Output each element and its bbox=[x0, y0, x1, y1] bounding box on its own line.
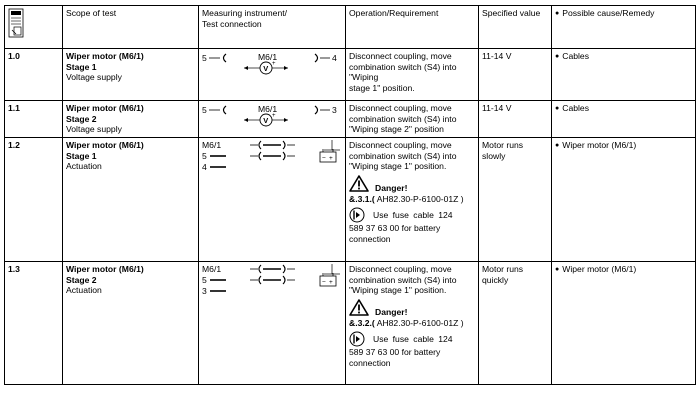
header-scope-label: Scope of test bbox=[66, 8, 117, 18]
pin-right-label: 4 bbox=[332, 53, 337, 63]
pin-left-label: 5 bbox=[202, 53, 207, 63]
op-line: "Wiping stage 1" position. bbox=[349, 161, 447, 172]
cause-cell bbox=[552, 262, 696, 385]
op-line: Disconnect coupling, move bbox=[349, 51, 452, 61]
cause-text: ● Cables bbox=[555, 103, 589, 113]
fuse-note bbox=[349, 331, 475, 347]
op-line: 589 37 63 00 for battery bbox=[349, 222, 441, 233]
connection-cell bbox=[199, 138, 346, 262]
reference-code: AH82.30-P-6100-01Z ) bbox=[374, 194, 464, 205]
pin-left-label: 5 bbox=[202, 105, 207, 115]
danger-label: Danger! bbox=[375, 182, 408, 193]
scope-cell bbox=[63, 49, 199, 101]
scope-cell bbox=[63, 101, 199, 138]
header-cause-label: ● Possible cause/Remedy bbox=[555, 8, 654, 18]
document-reference[interactable] bbox=[349, 194, 475, 205]
battery-minus: − bbox=[322, 155, 326, 162]
battery-icon bbox=[320, 140, 340, 162]
op-line: "Wiping stage 1" position. bbox=[349, 285, 447, 296]
meter-label: M6/1 bbox=[258, 52, 278, 62]
cause-text: ● Wiper motor (M6/1) bbox=[555, 140, 636, 150]
voltmeter-symbol: V bbox=[263, 64, 269, 73]
header-instrument-line1: Measuring instrument/ bbox=[202, 8, 288, 18]
scope-sub: Voltage supply bbox=[66, 72, 122, 83]
header-icon-cell bbox=[5, 6, 63, 49]
scope-stage: Stage 2 bbox=[66, 274, 97, 285]
op-line: stage 1" position. bbox=[349, 82, 415, 93]
fuse-tool-icon bbox=[349, 207, 365, 223]
specified-cell bbox=[479, 138, 552, 262]
table-row bbox=[5, 138, 696, 262]
scope-sub: Actuation bbox=[66, 285, 102, 296]
op-line: connection bbox=[349, 357, 391, 368]
scope-sub: Voltage supply bbox=[66, 124, 122, 135]
header-operation-label: Operation/Requirement bbox=[349, 8, 439, 18]
danger-label: Danger! bbox=[375, 306, 408, 317]
spec-line: Motor runs bbox=[482, 264, 524, 274]
meter-label: M6/1 bbox=[258, 104, 278, 114]
pin-a-label: 5 bbox=[202, 151, 207, 161]
fuse-text: Use fuse cable 124 bbox=[373, 333, 453, 344]
op-line: 589 37 63 00 for battery bbox=[349, 346, 441, 357]
header-scope bbox=[63, 6, 199, 49]
voltmeter-connection-diagram bbox=[202, 51, 342, 79]
battery-plus: + bbox=[329, 279, 333, 286]
op-line: combination switch (S4) into bbox=[349, 150, 457, 161]
voltmeter-connection-diagram bbox=[202, 103, 342, 131]
scope-title: Wiper motor (M6/1) bbox=[66, 264, 144, 274]
scope-sub: Actuation bbox=[66, 161, 102, 172]
pin-right-label: 3 bbox=[332, 105, 337, 115]
op-line: Disconnect coupling, move bbox=[349, 140, 452, 150]
fuse-note bbox=[349, 207, 475, 223]
row-id: 1.2 bbox=[5, 138, 63, 262]
scope-cell bbox=[63, 138, 199, 262]
connection-cell bbox=[199, 101, 346, 138]
test-table bbox=[4, 5, 696, 385]
connection-cell bbox=[199, 49, 346, 101]
row-id: 1.1 bbox=[5, 101, 63, 138]
voltmeter-symbol: V bbox=[263, 116, 269, 125]
reference-code: AH82.30-P-6100-01Z ) bbox=[374, 318, 464, 329]
cause-text: ● Cables bbox=[555, 51, 589, 61]
battery-connection-diagram bbox=[202, 264, 342, 300]
table-row bbox=[5, 101, 696, 138]
scope-title: Wiper motor (M6/1) bbox=[66, 51, 144, 61]
operation-cell bbox=[346, 101, 479, 138]
reference-section: &.3.1.( bbox=[349, 194, 375, 205]
voltmeter-plus: + bbox=[272, 113, 276, 119]
fuse-text: Use fuse cable 124 bbox=[373, 209, 453, 220]
warning-triangle-icon bbox=[349, 175, 369, 192]
op-line: "Wiping stage 2" position bbox=[349, 124, 444, 135]
op-line: Disconnect coupling, move bbox=[349, 103, 452, 113]
table-row bbox=[5, 49, 696, 101]
connection-cell bbox=[199, 262, 346, 385]
table-row bbox=[5, 262, 696, 385]
cause-text: ● Wiper motor (M6/1) bbox=[555, 264, 636, 274]
op-line: combination switch (S4) into bbox=[349, 274, 457, 285]
cause-cell bbox=[552, 138, 696, 262]
op-line: combination switch (S4) into bbox=[349, 113, 457, 124]
spec-line: quickly bbox=[482, 274, 509, 285]
scope-title: Wiper motor (M6/1) bbox=[66, 140, 144, 150]
voltmeter-plus: + bbox=[272, 61, 276, 67]
scope-stage: Stage 1 bbox=[66, 150, 97, 161]
specified-cell: 11-14 V bbox=[479, 101, 552, 138]
operation-cell bbox=[346, 262, 479, 385]
spec-line: slowly bbox=[482, 150, 506, 161]
cause-cell bbox=[552, 49, 696, 101]
pin-a-label: 5 bbox=[202, 275, 207, 285]
op-line: "Wiping bbox=[349, 72, 379, 83]
battery-minus: − bbox=[322, 279, 326, 286]
op-line: connection bbox=[349, 233, 391, 244]
document-reference[interactable] bbox=[349, 318, 475, 329]
header-operation bbox=[346, 6, 479, 49]
battery-plus: + bbox=[329, 155, 333, 162]
row-id: 1.3 bbox=[5, 262, 63, 385]
pin-top-label: M6/1 bbox=[202, 264, 222, 274]
pin-b-label: 4 bbox=[202, 162, 207, 172]
fuse-tool-icon bbox=[349, 331, 365, 347]
scope-title: Wiper motor (M6/1) bbox=[66, 103, 144, 113]
header-cause bbox=[552, 6, 696, 49]
header-instrument bbox=[199, 6, 346, 49]
header-specified bbox=[479, 6, 552, 49]
header-specified-label: Specified value bbox=[482, 8, 541, 18]
cause-cell bbox=[552, 101, 696, 138]
battery-connection-diagram bbox=[202, 140, 342, 176]
danger-notice bbox=[349, 175, 475, 194]
header-row bbox=[5, 6, 696, 49]
row-id: 1.0 bbox=[5, 49, 63, 101]
operation-cell bbox=[346, 49, 479, 101]
op-line: Disconnect coupling, move bbox=[349, 264, 452, 274]
danger-notice bbox=[349, 299, 475, 318]
spec-line: Motor runs bbox=[482, 140, 524, 150]
scope-cell bbox=[63, 262, 199, 385]
specified-cell: 11-14 V bbox=[479, 49, 552, 101]
pin-top-label: M6/1 bbox=[202, 140, 222, 150]
scope-stage: Stage 1 bbox=[66, 61, 97, 72]
header-instrument-line2: Test connection bbox=[202, 18, 262, 29]
scope-stage: Stage 2 bbox=[66, 113, 97, 124]
reference-section: &.3.2.( bbox=[349, 318, 375, 329]
operation-cell bbox=[346, 138, 479, 262]
pin-b-label: 3 bbox=[202, 286, 207, 296]
battery-icon bbox=[320, 264, 340, 286]
op-line: combination switch (S4) into bbox=[349, 61, 457, 72]
specified-cell bbox=[479, 262, 552, 385]
document-check-icon bbox=[8, 8, 24, 38]
warning-triangle-icon bbox=[349, 299, 369, 316]
